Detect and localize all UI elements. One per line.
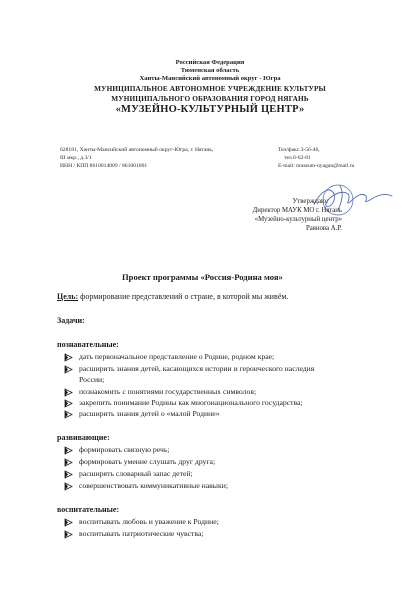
contact-address-line1: 628181, Ханты-Мансийский автономный округ-Югра, г. Нягань, [60,147,214,153]
approval-name: Раянова А.Р. [305,225,342,232]
arrow-bullet-icon [64,530,73,539]
arrow-bullet-icon [64,388,73,397]
arrow-bullet-icon [64,365,73,374]
contact-email: E-mail: museum-nyagan@mail.ru [278,163,355,169]
arrow-bullet-icon [64,458,73,467]
contact-address-line2: III мкр., д.3/1 [60,155,92,161]
goal-label: Цель: [57,292,79,301]
tasks-label: Задачи: [57,316,85,325]
header-org-name: «МУЗЕЙНО-КУЛЬТУРНЫЙ ЦЕНТР» [115,104,305,115]
approval-approve: Утверждаю: [292,198,328,205]
list-item: расширить знания детей о «малой Родине» [79,409,220,418]
approval-institution: «Музейно-культурный центр» [254,216,342,223]
list-item: закрепить понимание Родины как многонационального государства; [79,398,303,407]
arrow-bullet-icon [64,399,73,408]
section-cognitive-label: познавательные: [57,340,119,349]
list-item: расширять словарный запас детей; [79,469,193,478]
section-educational-label: воспитательные: [57,505,120,514]
list-item: воспитывать любовь и уважение к Родине; [79,517,219,526]
goal-line [57,292,288,301]
arrow-bullet-icon [64,446,73,455]
contact-inn: ИНН / КПП 8610014009 / 861001001 [60,163,148,169]
list-item-continuation: России; [79,375,105,384]
approval-position: Директор МАУК МО г. Нягань [252,207,342,214]
section-developing-label: развивающие: [57,433,110,442]
list-item: формировать связную речь; [79,445,170,454]
document-title: Проект программы «Россия-Родина моя» [122,272,283,282]
header-district: Ханты-Мансийский автономный округ - Югра [139,75,281,82]
arrow-bullet-icon [64,470,73,479]
list-item: расширить знания детей, касающихся истории и героического наследия [79,364,315,373]
list-item: совершенствовать коммуникативные навыки; [79,481,228,490]
contact-tel: тел.6-62-81 [284,155,311,161]
list-item: познакомить с понятиями государственных символов; [79,387,257,396]
arrow-bullet-icon [64,482,73,491]
header-institution: МУНИЦИПАЛЬНОЕ АВТОНОМНОЕ УЧРЕЖДЕНИЕ КУЛЬТУРЫ [94,84,326,93]
header-country: Российская Федерация [175,59,245,66]
arrow-bullet-icon [64,518,73,527]
arrow-bullet-icon [64,353,73,362]
arrow-bullet-icon [64,410,73,419]
header-region: Тюменская область [180,67,240,74]
list-item: воспитывать патриотические чувства; [79,529,204,538]
list-item: дать первоначальное представление о Родине, родном крае; [79,352,275,361]
list-item: формировать умение слушать друг друга; [79,457,216,466]
header-municipality: МУНИЦИПАЛЬНОГО ОБРАЗОВАНИЯ ГОРОД НЯГАНЬ [111,94,309,103]
contact-tel-fax: Тел/факс.3-56-46, [278,147,320,153]
goal-text: формирование представлений о стране, в которой мы живём. [78,292,289,301]
